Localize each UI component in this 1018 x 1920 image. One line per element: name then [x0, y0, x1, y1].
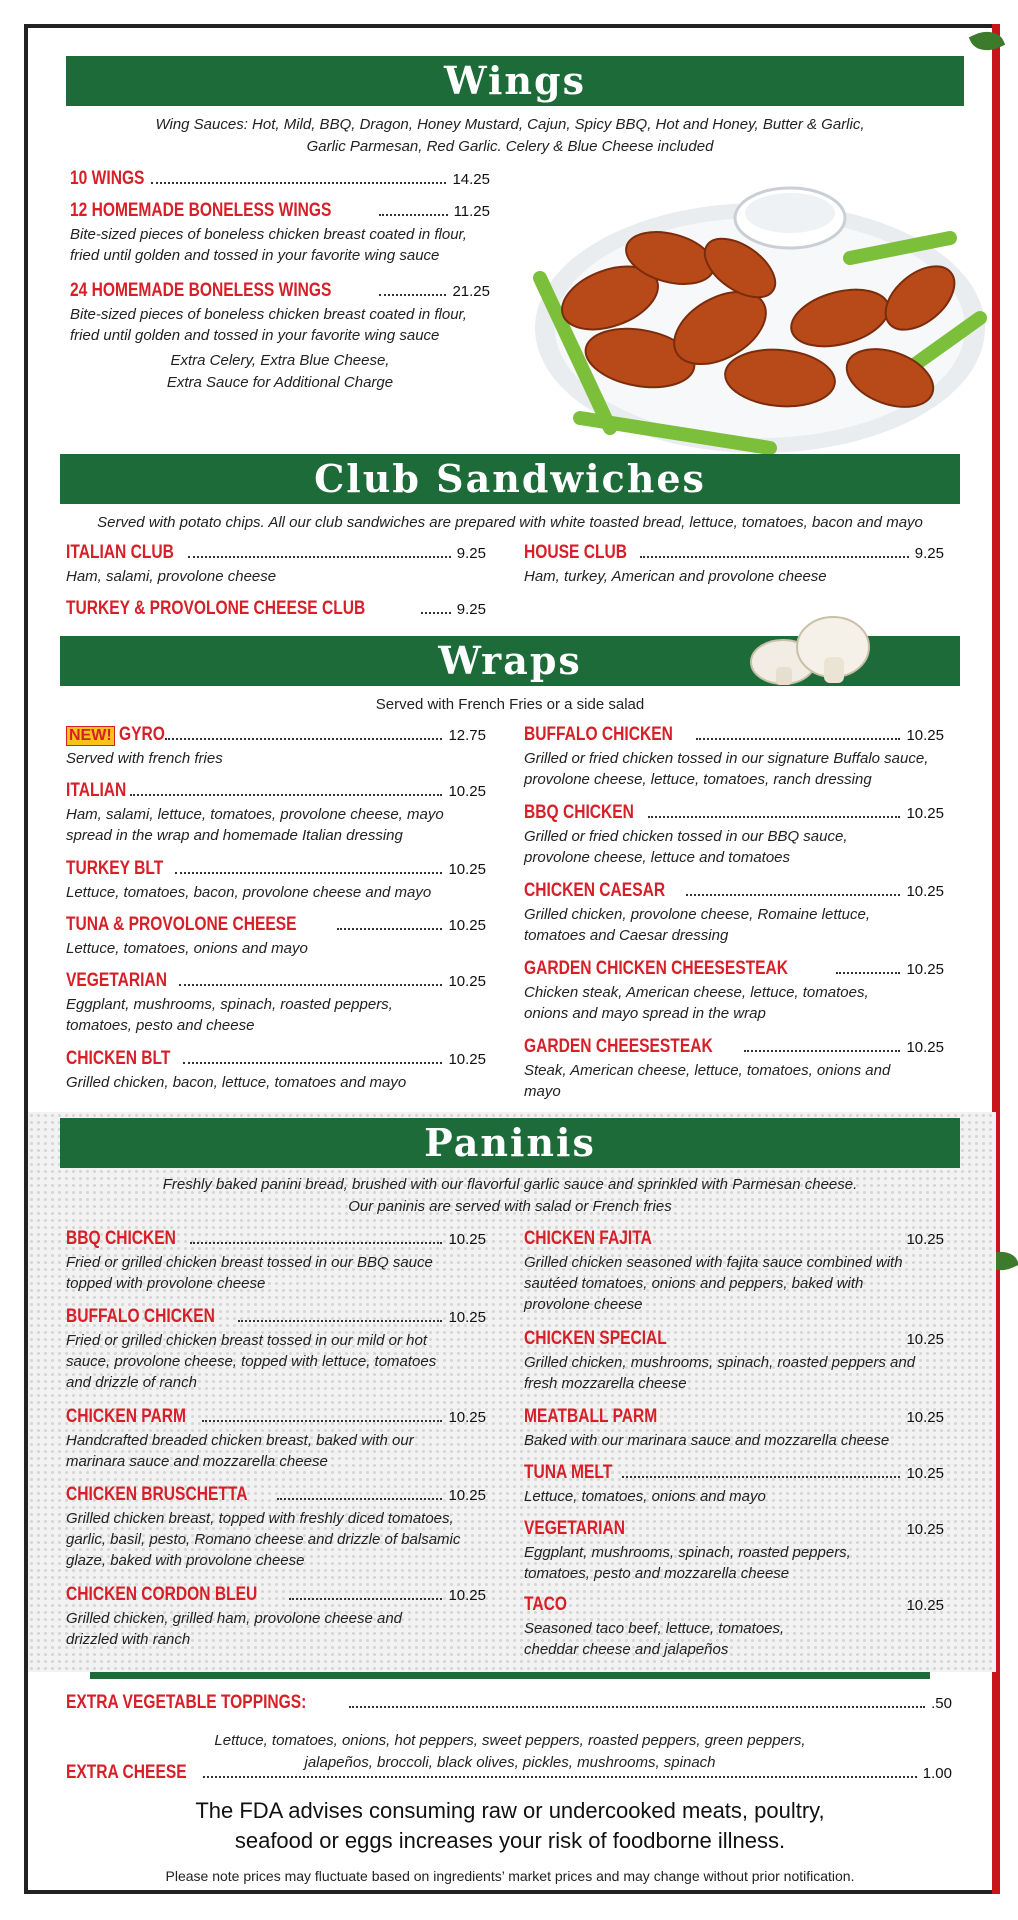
item-name: ITALIAN CLUB	[66, 542, 174, 563]
wraps-banner: Wraps	[60, 636, 960, 686]
item-name: GYRO	[118, 724, 165, 745]
menu-item	[66, 1406, 486, 1472]
menu-item	[70, 168, 490, 192]
item-description: Chicken steak, American cheese, lettuce, tomatoes, onions and mayo spread in the wrap	[524, 984, 869, 1022]
item-name: TUNA MELT	[524, 1462, 613, 1483]
menu-item	[524, 1036, 944, 1102]
menu-item	[524, 880, 944, 946]
paninis-banner: Paninis	[60, 1118, 960, 1168]
item-description: Lettuce, tomatoes, onions and mayo	[524, 1488, 766, 1505]
item-price: 10.25	[448, 1231, 486, 1248]
item-name: 24 HOMEMADE BONELESS WINGS	[70, 280, 332, 301]
item-name: MEATBALL PARM	[524, 1406, 658, 1427]
item-name: TACO	[524, 1594, 567, 1615]
item-description: Grilled chicken breast, topped with freshly diced tomatoes, garlic, basil, pesto, Romano cheese and drizzle of balsamic glaze, baked with provolone cheese	[66, 1510, 461, 1569]
menu-item	[66, 724, 486, 769]
chicken-wings-image	[520, 168, 990, 458]
item-name: CHICKEN PARM	[66, 1406, 187, 1427]
item-price: 9.25	[456, 545, 486, 562]
item-description: Eggplant, mushrooms, spinach, roasted peppers, tomatoes, pesto and cheese	[66, 996, 393, 1034]
item-description: Bite-sized pieces of boneless chicken breast coated in flour, fried until golden and tossed in your favorite wing sauce	[70, 226, 467, 264]
item-name: GARDEN CHICKEN CHEESESTEAK	[524, 958, 789, 979]
item-name: ITALIAN	[66, 780, 127, 801]
item-price: 10.25	[906, 1231, 944, 1248]
menu-item	[524, 1462, 944, 1507]
item-price: .50	[931, 1695, 952, 1712]
item-description: Grilled chicken seasoned with fajita sauce combined with sautéed tomatoes, onions and peppers, baked with provolone cheese	[524, 1254, 903, 1313]
item-description: Fried or grilled chicken breast tossed in our BBQ sauce topped with provolone cheese	[66, 1254, 433, 1292]
item-description: Ham, salami, lettuce, tomatoes, provolone cheese, mayo spread in the wrap and homemade Italian dressing	[66, 806, 444, 844]
menu-item	[66, 914, 486, 959]
item-price: 10.25	[906, 961, 944, 978]
item-description: Grilled chicken, grilled ham, provolone cheese and drizzled with ranch	[66, 1610, 403, 1648]
item-price: 10.25	[448, 1309, 486, 1326]
item-price: 10.25	[448, 861, 486, 878]
item-name: BUFFALO CHICKEN	[66, 1306, 215, 1327]
item-price: 10.25	[906, 805, 944, 822]
new-badge: NEW!	[66, 726, 115, 746]
item-name: CHICKEN BLT	[66, 1048, 171, 1069]
fda-warning-line-2: seafood or eggs increases your risk of foodborne illness.	[234, 1828, 786, 1853]
item-description: Grilled or fried chicken tossed in our signature Buffalo sauce, provolone cheese, lettuce, tomatoes, ranch dressing	[524, 750, 929, 788]
item-price: 10.25	[448, 1487, 486, 1504]
menu-item	[524, 1594, 944, 1660]
item-price: 10.25	[448, 917, 486, 934]
menu-item	[66, 1584, 486, 1650]
menu-item	[66, 780, 486, 846]
item-description: Grilled chicken, provolone cheese, Romaine lettuce, tomatoes and Caesar dressing	[524, 906, 871, 944]
item-price: 10.25	[906, 883, 944, 900]
item-name: BBQ CHICKEN	[66, 1228, 176, 1249]
item-name: 12 HOMEMADE BONELESS WINGS	[70, 200, 332, 221]
item-description: Bite-sized pieces of boneless chicken breast coated in flour, fried until golden and tossed in your favorite wing sauce	[70, 306, 467, 344]
item-price: 10.25	[906, 1331, 944, 1348]
menu-item	[66, 1228, 486, 1294]
item-description: Served with french fries	[66, 750, 223, 767]
item-price: 10.25	[906, 1597, 944, 1614]
item-price: 12.75	[448, 727, 486, 744]
menu-item	[66, 1048, 486, 1093]
fda-warning-line-1: The FDA advises consuming raw or undercooked meats, poultry,	[195, 1798, 825, 1823]
item-price: 10.25	[448, 1409, 486, 1426]
item-name: VEGETARIAN	[524, 1518, 626, 1539]
club-subtitle: Served with potato chips. All our club sandwiches are prepared with white toasted bread, lettuce, tomatoes, bacon and mayo	[97, 514, 923, 531]
item-name: HOUSE CLUB	[524, 542, 628, 563]
item-name: EXTRA VEGETABLE TOPPINGS:	[66, 1692, 307, 1713]
item-description: Fried or grilled chicken breast tossed in our mild or hot sauce, provolone cheese, topped with lettuce, tomatoes and drizzle of ranch	[66, 1332, 437, 1391]
item-name: TUNA & PROVOLONE CHEESE	[66, 914, 297, 935]
item-description: Lettuce, tomatoes, bacon, provolone cheese and mayo	[66, 884, 432, 901]
menu-item	[66, 970, 486, 1036]
menu-item	[524, 958, 944, 1024]
item-name: GARDEN CHEESESTEAK	[524, 1036, 713, 1057]
wraps-subtitle: Served with French Fries or a side salad	[375, 696, 645, 713]
wing-sauces-line-1: Wing Sauces: Hot, Mild, BBQ, Dragon, Honey Mustard, Cajun, Spicy BBQ, Hot and Honey, Butter & Garlic,	[155, 116, 865, 133]
section-divider	[90, 1672, 930, 1679]
price-note: Please note prices may fluctuate based on ingredients’ market prices and may change without prior notification.	[165, 1868, 855, 1884]
menu-item	[66, 542, 486, 587]
item-name: VEGETARIAN	[66, 970, 168, 991]
item-name: CHICKEN CAESAR	[524, 880, 666, 901]
menu-item	[524, 1406, 944, 1451]
item-name: BUFFALO CHICKEN	[524, 724, 673, 745]
wing-sauces-line-2: Garlic Parmesan, Red Garlic. Celery & Blue Cheese included	[306, 138, 714, 155]
item-description: Grilled chicken, bacon, lettuce, tomatoes and mayo	[66, 1074, 407, 1091]
item-price: 10.25	[906, 727, 944, 744]
menu-item	[524, 1228, 944, 1315]
item-name: TURKEY & PROVOLONE CHEESE CLUB	[66, 598, 366, 619]
wings-extra-line-2: Extra Sauce for Additional Charge	[166, 374, 394, 391]
menu-item	[524, 1328, 944, 1394]
item-name: CHICKEN CORDON BLEU	[66, 1584, 258, 1605]
item-price: 10.25	[448, 1051, 486, 1068]
menu-item	[66, 1484, 486, 1571]
item-price: 14.25	[452, 171, 490, 188]
item-description: Handcrafted breaded chicken breast, baked with our marinara sauce and mozzarella cheese	[66, 1432, 414, 1470]
extra-cheese	[66, 1762, 952, 1786]
menu-item	[524, 1518, 944, 1584]
item-price: 21.25	[452, 283, 490, 300]
club-sandwiches-banner: Club Sandwiches	[60, 454, 960, 504]
item-description: Seasoned taco beef, lettuce, tomatoes, cheddar cheese and jalapeños	[524, 1620, 785, 1658]
item-name: CHICKEN FAJITA	[524, 1228, 652, 1249]
item-price: 9.25	[456, 601, 486, 618]
wings-banner: Wings	[66, 56, 964, 106]
menu-item	[66, 1306, 486, 1393]
item-price: 10.25	[448, 973, 486, 990]
item-description: Baked with our marinara sauce and mozzarella cheese	[524, 1432, 890, 1449]
menu-item	[70, 280, 490, 346]
extra-vegetable-toppings	[66, 1692, 952, 1716]
item-description: Eggplant, mushrooms, spinach, roasted peppers, tomatoes, pesto and mozzarella cheese	[524, 1544, 851, 1582]
menu-item	[524, 542, 944, 587]
item-description: Ham, turkey, American and provolone cheese	[524, 568, 827, 585]
item-price: 11.25	[453, 203, 490, 220]
item-price: 9.25	[914, 545, 944, 562]
paninis-subtitle-line-2: Our paninis are served with salad or French fries	[348, 1198, 672, 1215]
item-name: 10 WINGS	[70, 168, 145, 189]
item-price: 10.25	[448, 783, 486, 800]
item-price: 10.25	[906, 1465, 944, 1482]
item-price: 10.25	[906, 1521, 944, 1538]
item-name: EXTRA CHEESE	[66, 1762, 187, 1783]
item-name: CHICKEN SPECIAL	[524, 1328, 667, 1349]
menu-item	[66, 598, 486, 622]
menu-item	[66, 858, 486, 903]
item-description: Grilled chicken, mushrooms, spinach, roasted peppers and fresh mozzarella cheese	[524, 1354, 916, 1392]
item-name: BBQ CHICKEN	[524, 802, 634, 823]
item-description: Lettuce, tomatoes, onions and mayo	[66, 940, 308, 957]
mushroom-image	[738, 612, 878, 692]
item-price: 10.25	[448, 1587, 486, 1604]
item-price: 10.25	[906, 1409, 944, 1426]
item-name: CHICKEN BRUSCHETTA	[66, 1484, 248, 1505]
wings-extra-line-1: Extra Celery, Extra Blue Cheese,	[170, 352, 390, 369]
item-name: TURKEY BLT	[66, 858, 164, 879]
item-price: 10.25	[906, 1039, 944, 1056]
menu-item	[70, 200, 490, 266]
item-price: 1.00	[922, 1765, 952, 1782]
item-description: Grilled or fried chicken tossed in our BBQ sauce, provolone cheese, lettuce and tomatoes	[524, 828, 848, 866]
menu-item	[524, 802, 944, 868]
item-description: Ham, salami, provolone cheese	[66, 568, 277, 585]
vegetable-toppings-line-1: Lettuce, tomatoes, onions, hot peppers, sweet peppers, roasted peppers, green peppers,	[214, 1732, 806, 1749]
paninis-subtitle-line-1: Freshly baked panini bread, brushed with our flavorful garlic sauce and sprinkled with Parmesan cheese.	[162, 1176, 858, 1193]
menu-item	[524, 724, 944, 790]
vegetable-toppings-line-2: jalapeños, broccoli, black olives, pickles, mushrooms, spinach	[304, 1754, 716, 1771]
item-description: Steak, American cheese, lettuce, tomatoes, onions and mayo	[524, 1062, 891, 1100]
